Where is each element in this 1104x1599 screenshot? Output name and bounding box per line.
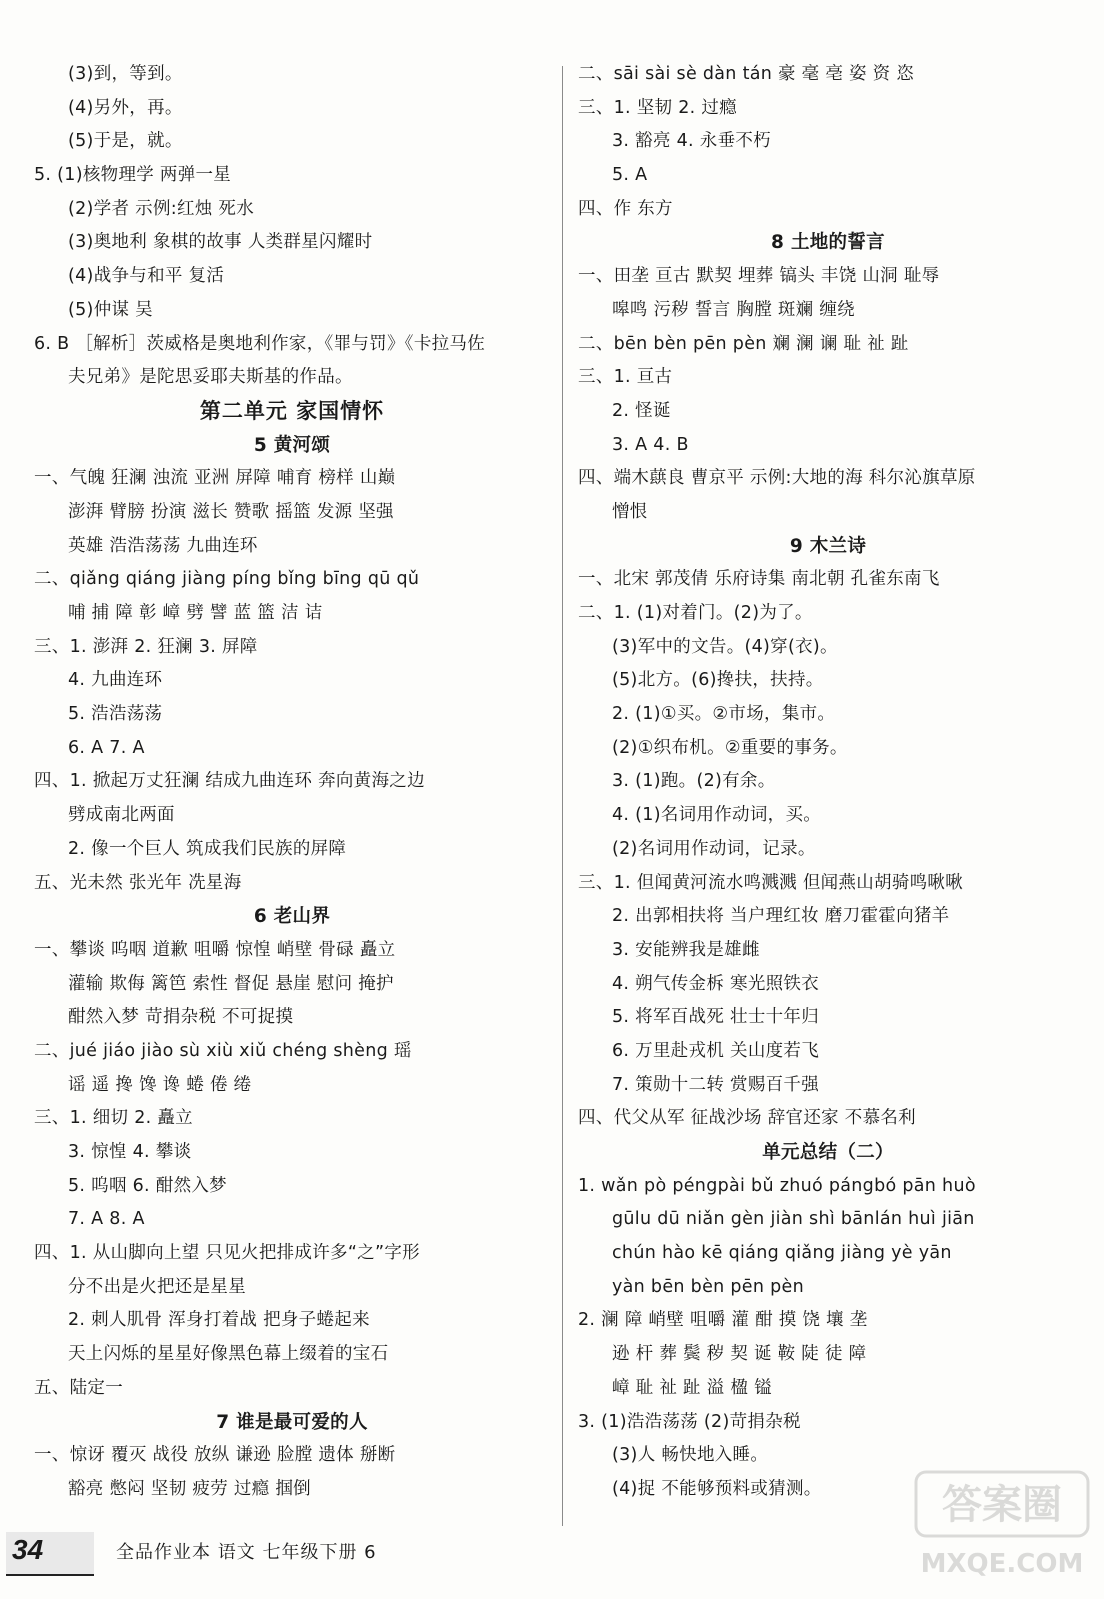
section-heading: 7 谁是最可爱的人 (216, 1411, 368, 1433)
section-heading: 单元总结（二） (762, 1142, 894, 1163)
answer-line: 5. (1)核物理学 两弹一星 (34, 165, 232, 186)
answer-line: 四、作 东方 (578, 198, 673, 219)
left-column (34, 58, 550, 1507)
answer-line: (3)人 畅快地入睡。 (612, 1445, 769, 1466)
answer-line: 三、1. 澎湃 2. 狂澜 3. 屏障 (34, 636, 258, 657)
answer-line: (3)奥地利 象棋的故事 人类群星闪耀时 (68, 232, 373, 253)
answer-line: 豁亮 憋闷 坚韧 疲劳 过瘾 掴倒 (68, 1478, 311, 1499)
right-column (578, 58, 1078, 1507)
page-number: 34 (12, 1534, 44, 1565)
answer-line: 1. wǎn pò péngpài bǔ zhuó pángbó pān huò (578, 1175, 976, 1196)
answer-line: (5)仲谋 吴 (68, 299, 153, 320)
answer-line: 一、气魄 狂澜 浊流 亚洲 屏障 哺育 榜样 山巅 (34, 468, 396, 489)
answer-line: gūlu dū niǎn gèn jiàn shì bānlán huì jiān (612, 1209, 975, 1230)
answer-line: 憎恨 (612, 501, 648, 522)
answer-line: 二、1. (1)对着门。(2)为了。 (578, 603, 813, 623)
answer-line: 二、sāi sài sè dàn tán 豪 毫 亳 姿 资 恣 (578, 64, 915, 84)
answer-line: (3)到，等到。 (68, 64, 183, 84)
answer-line: 哺 捕 障 彰 嶂 劈 譬 蓝 篮 洁 诘 (68, 603, 323, 623)
column-divider (562, 66, 563, 1526)
answer-line: (4)另外，再。 (68, 97, 183, 118)
watermark-bottom: MXQE.COM (920, 1549, 1084, 1579)
answer-line: 7. A 8. A (68, 1209, 145, 1230)
section-heading: 8 土地的誓言 (771, 232, 885, 254)
answer-line: 2. 出郭相扶将 当户理红妆 磨刀霍霍向猪羊 (612, 906, 950, 927)
answer-line: 6. A 7. A (68, 737, 145, 758)
answer-line: 3. (1)浩浩荡荡 (2)苛捐杂税 (578, 1411, 801, 1432)
answer-line: 2. 怪诞 (612, 400, 671, 421)
answer-line: 五、陆定一 (34, 1377, 123, 1398)
answer-line: 3. (1)跑。(2)有余。 (612, 771, 776, 792)
answer-line: (2)名词用作动词，记录。 (612, 838, 816, 859)
answer-line: 6. 万里赴戎机 关山度若飞 (612, 1040, 820, 1061)
answer-line: 嗥鸣 污秽 誓言 胸膛 斑斓 缠绕 (612, 299, 855, 320)
answer-line: 澎湃 臂膀 扮演 滋长 赞歌 摇篮 发源 坚强 (68, 501, 394, 522)
section-heading: 第二单元 家国情怀 (199, 398, 385, 423)
answer-line: 三、1. 坚韧 2. 过瘾 (578, 97, 737, 118)
answer-line: 一、田垄 亘古 默契 埋葬 镐头 丰饶 山洞 耻辱 (578, 266, 940, 287)
answer-line: 二、bēn bèn pēn pèn 斓 澜 谰 耻 祉 趾 (578, 333, 909, 354)
watermark-top: 答案圈 (942, 1482, 1062, 1528)
answer-line: 2. 像一个巨人 筑成我们民族的屏障 (68, 838, 347, 859)
answer-line: 5. A (612, 165, 648, 186)
answer-line: 5. 呜咽 6. 酣然入梦 (68, 1175, 227, 1196)
answer-line: 4. (1)名词用作动词，买。 (612, 805, 822, 826)
section-heading: 5 黄河颂 (253, 434, 331, 456)
section-heading: 9 木兰诗 (789, 535, 867, 557)
answer-line: 英雄 浩浩荡荡 九曲连环 (68, 535, 258, 556)
answer-line: 7. 策勋十二转 赏赐百千强 (612, 1074, 820, 1095)
answer-line: 二、qiǎng qiáng jiàng píng bǐng bīng qū qǔ (34, 569, 420, 590)
answer-line: 4. 朔气传金柝 寒光照铁衣 (612, 973, 820, 994)
answer-line: (4)战争与和平 复活 (68, 266, 225, 287)
answer-line: chún hào kē qiáng qiǎng jiàng yè yān (612, 1243, 952, 1264)
answer-line: 3. A 4. B (612, 434, 689, 455)
answer-line: 3. 惊惶 4. 攀谈 (68, 1142, 192, 1162)
answer-line: 二、jué jiáo jiào sù xiù xiǔ chéng shèng 瑶 (34, 1040, 412, 1061)
answer-line: 四、代父从军 征战沙场 辞官还家 不慕名利 (578, 1108, 916, 1129)
answer-line: 谣 遥 搀 馋 谗 蜷 倦 绻 (68, 1074, 252, 1095)
answer-line: 三、1. 但闻黄河流水鸣溅溅 但闻燕山胡骑鸣啾啾 (578, 872, 964, 893)
answer-line: 一、惊讶 覆灭 战役 放纵 谦逊 脸膛 遗体 掰断 (34, 1445, 396, 1466)
page-footer (0, 1532, 560, 1580)
answer-line: 5. 将军百战死 壮士十年归 (612, 1007, 820, 1028)
answer-line: yàn bēn bèn pēn pèn (612, 1276, 804, 1297)
answer-line: 四、1. 从山脚向上望 只见火把排成许多“之”字形 (34, 1243, 420, 1264)
answer-line: 3. 安能辨我是雄雌 (612, 939, 760, 960)
answer-line: 一、北宋 郭茂倩 乐府诗集 南北朝 孔雀东南飞 (578, 569, 940, 590)
answer-line: 四、1. 掀起万丈狂澜 结成九曲连环 奔向黄海之边 (34, 771, 425, 792)
answer-line: 天上闪烁的星星好像黑色幕上缀着的宝石 (68, 1344, 389, 1365)
answer-line: (2)学者 示例:红烛 死水 (68, 198, 255, 219)
answer-line: (5)北方。(6)搀扶，扶持。 (612, 670, 824, 691)
answer-line: 三、1. 细切 2. 矗立 (34, 1108, 193, 1129)
answer-line: 夫兄弟》是陀思妥耶夫斯基的作品。 (68, 367, 353, 388)
answer-line: 2. 刺人肌骨 浑身打着战 把身子蜷起来 (68, 1310, 370, 1331)
answer-line: 五、光未然 张光年 冼星海 (34, 872, 242, 893)
answer-line: (2)①织布机。②重要的事务。 (612, 737, 848, 758)
answer-line: 灌输 欺侮 篱笆 索性 督促 悬崖 慰问 掩护 (68, 973, 394, 994)
answer-line: 酣然入梦 苛捐杂税 不可捉摸 (68, 1007, 294, 1028)
answer-line: 逊 杆 葬 鬓 秽 契 诞 鞍 陡 徒 障 (612, 1344, 867, 1365)
answer-line: 3. 豁亮 4. 永垂不朽 (612, 131, 771, 152)
answer-line: 2. 澜 障 峭壁 咀嚼 灌 酣 摸 饶 壤 垄 (578, 1310, 868, 1331)
answer-line: (5)于是，就。 (68, 131, 183, 152)
watermark-logo (912, 1468, 1092, 1586)
answer-line: 2. (1)①买。②市场，集市。 (612, 704, 836, 725)
section-heading: 6 老山界 (253, 906, 331, 928)
answer-line: 5. 浩浩荡荡 (68, 704, 163, 725)
answer-line: 4. 九曲连环 (68, 670, 163, 691)
answer-line: (3)军中的文告。(4)穿(衣)。 (612, 636, 838, 657)
answer-line: (4)捉 不能够预料或猜测。 (612, 1478, 822, 1499)
page-number-box (6, 1532, 94, 1576)
answer-line: 一、攀谈 呜咽 道歉 咀嚼 惊惶 峭壁 骨碌 矗立 (34, 939, 396, 960)
answer-line: 三、1. 亘古 (578, 367, 673, 388)
answer-line: 分不出是火把还是星星 (68, 1276, 246, 1297)
book-title: 全品作业本 语文 七年级下册 6 (116, 1542, 377, 1563)
answer-line: 四、端木蕻良 曹京平 示例:大地的海 科尔沁旗草原 (578, 468, 976, 489)
answer-line: 嶂 耻 祉 趾 溢 楹 镒 (612, 1377, 772, 1398)
answer-line: 劈成南北两面 (68, 805, 175, 826)
answer-line: 6. B ［解析］茨威格是奥地利作家，《罪与罚》《卡拉马佐 (34, 333, 486, 354)
